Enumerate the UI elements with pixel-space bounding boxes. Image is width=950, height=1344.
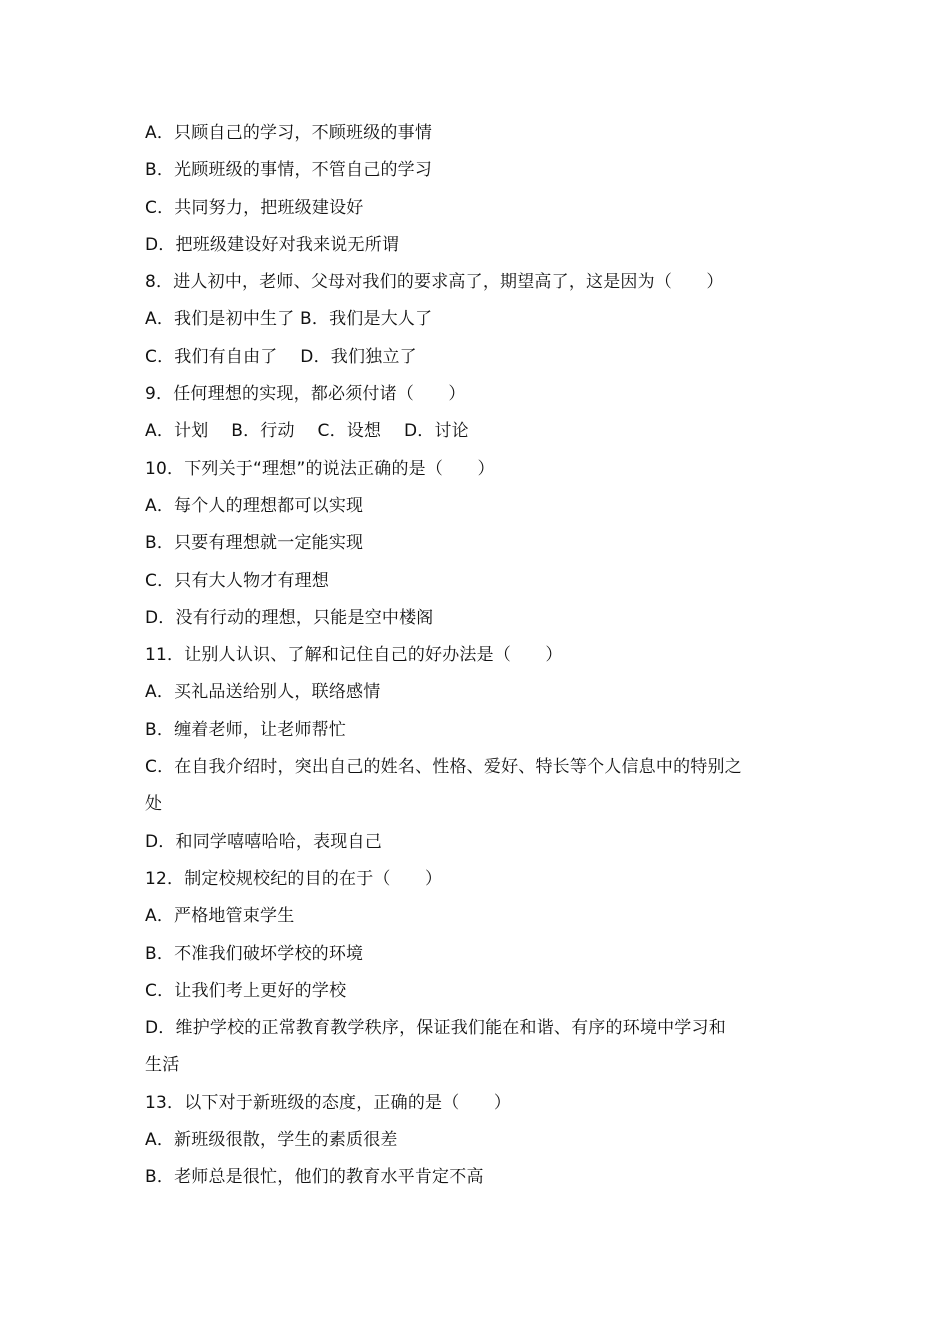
q10-stem: 10．下列关于“理想”的说法正确的是（ ）: [145, 458, 495, 479]
q11-option-a: A．买礼品送给别人，联络感情: [145, 682, 381, 703]
q12-stem: 12．制定校规校纪的目的在于（ ）: [145, 868, 443, 889]
q12-option-d-continued: 生活: [145, 1055, 180, 1076]
q11-stem: 11．让别人认识、了解和记住自己的好办法是（ ）: [145, 645, 563, 666]
q13-option-b: B．老师总是很忙，他们的教育水平肯定不高: [145, 1167, 484, 1188]
q12-option-a: A．严格地管束学生: [145, 906, 295, 927]
q9-stem: 9．任何理想的实现，都必须付诸（ ）: [145, 384, 466, 405]
q7-option-d: D．把班级建设好对我来说无所谓: [145, 234, 400, 255]
q10-option-d: D．没有行动的理想，只能是空中楼阁: [145, 607, 434, 628]
q11-option-c-continued: 处: [145, 794, 163, 815]
q11-option-c: C．在自我介绍时，突出自己的姓名、性格、爱好、特长等个人信息中的特别之: [145, 757, 742, 778]
q10-option-a: A．每个人的理想都可以实现: [145, 495, 364, 516]
q8-options-cd: C．我们有自由了 D．我们独立了: [145, 346, 417, 367]
q7-option-a: A．只顾自己的学习，不顾班级的事情: [145, 123, 433, 143]
q13-stem: 13．以下对于新班级的态度，正确的是（ ）: [145, 1092, 512, 1113]
q11-option-b: B．缠着老师，让老师帮忙: [145, 719, 347, 740]
q13-option-a: A．新班级很散，学生的素质很差: [145, 1130, 398, 1151]
q9-options: A．计划 B．行动 C．设想 D．讨论: [145, 421, 469, 442]
q12-option-b: B．不准我们破坏学校的环境: [145, 943, 364, 964]
q10-option-c: C．只有大人物才有理想: [145, 570, 330, 591]
q8-options-ab: A．我们是初中生了 B．我们是大人了: [145, 309, 433, 330]
question-text-block: [145, 115, 815, 1197]
q7-option-c: C．共同努力，把班级建设好: [145, 197, 364, 218]
q10-option-b: B．只要有理想就一定能实现: [145, 533, 364, 554]
q11-option-d: D．和同学嘻嘻哈哈，表现自己: [145, 831, 382, 852]
q12-option-d: D．维护学校的正常教育教学秩序，保证我们能在和谐、有序的环境中学习和: [145, 1018, 726, 1039]
q8-stem: 8．进人初中，老师、父母对我们的要求高了，期望高了，这是因为（ ）: [145, 272, 724, 293]
q12-option-c: C．让我们考上更好的学校: [145, 980, 347, 1001]
q7-option-b: B．光顾班级的事情，不管自己的学习: [145, 160, 433, 181]
